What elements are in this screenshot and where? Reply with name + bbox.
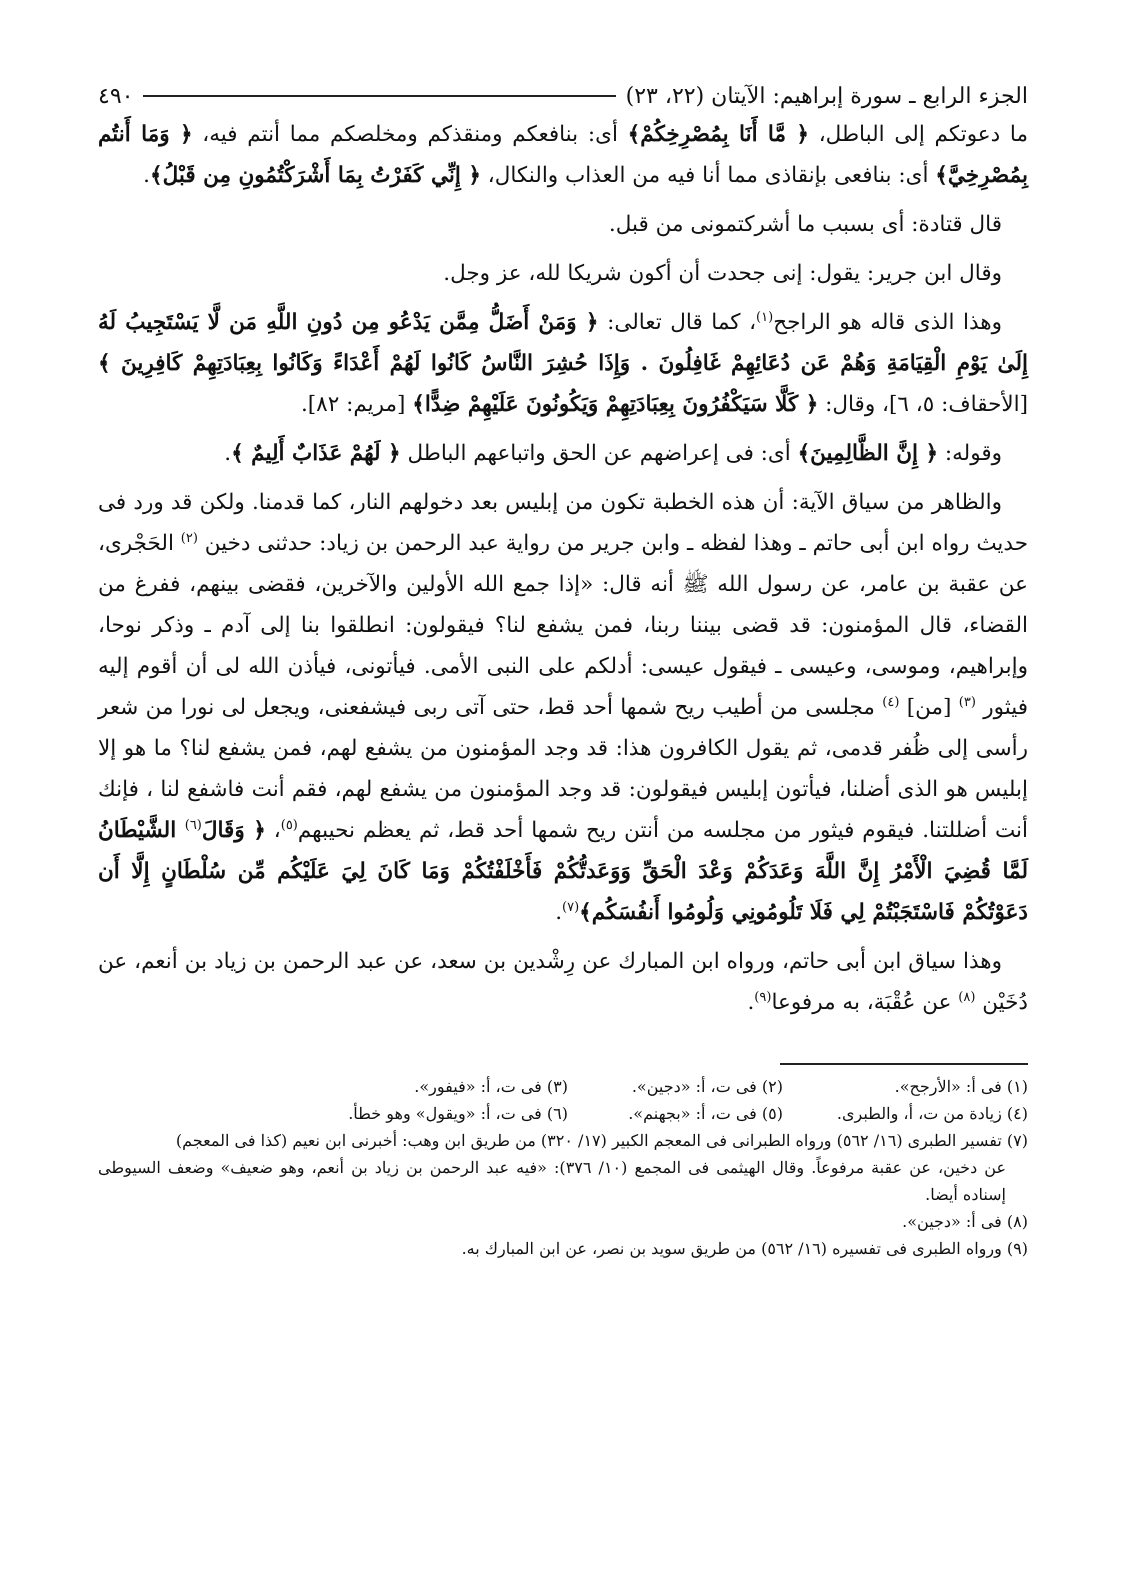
text-run: وهذا سياق ابن أبى حاتم، ورواه ابن المبارك عن رِشْدين بن سعد، عن عبد الرحمن بن زياد بن أنعم، عن دُخَيْن [98, 949, 1028, 1015]
paragraph [98, 482, 1028, 933]
page-number: ٤٩٠ [98, 83, 134, 109]
footnote-marker: (٧) [562, 899, 580, 915]
footnote-marker: (٨) [958, 989, 976, 1005]
text-run: الحَجْرى، عن عقبة بن عامر، عن رسول الله ﷺ أنه قال: «إذا جمع الله الأولين والآخرين، فقضى بينهم، ففرغ من القضاء، قال المؤمنون: قد قضى بيننا ربنا، فمن يشفع لنا؟ فيقولون: انطلقوا بنا إلى آدم ـ وذكر نوحا، وإبراهيم، وموسى، وعيسى ـ فيقول عيسى: أدلكم على النبى الأمى. فيأتونى، فيأذن الله لى أن أقوم إليه فيثور [98, 531, 1029, 720]
text-run: وقوله: [938, 441, 1002, 466]
paragraph [98, 941, 1028, 1023]
header-title: الجزء الرابع ـ سورة إبراهيم: الآيتان (٢٢، ٢٣) [625, 83, 1028, 109]
quran-verse: الشَّيْطَانُ لَمَّا قُضِيَ الْأَمْرُ إِنَّ اللَّهَ وَعَدَكُمْ وَعْدَ الْحَقِّ وَوَعَدتُّكُمْ فَأَخْلَفْتُكُمْ وَمَا كَانَ لِيَ عَلَيْكُم مِّن سُلْطَانٍ إِلَّا أَن دَعَوْتُكُمْ فَاسْتَجَبْتُمْ لِي فَلَا تَلُومُونِي وَلُومُوا أَنفُسَكُم﴾ [98, 818, 1028, 925]
footnote-7: (٧) تفسير الطبرى (١٦/ ٥٦٢) ورواه الطبرانى فى المعجم الكبير (١٧/ ٣٢٠) من طريق ابن وهب: أخبرنى ابن نعيم (كذا فى المعجم) [175, 1131, 1028, 1150]
footnote-marker: (٥) [280, 817, 298, 833]
footnote-marker: (١) [756, 309, 774, 325]
running-header [98, 78, 1028, 114]
text-run: [مريم: ٨٢]. [300, 392, 413, 417]
quran-verse: ﴿ وَقَالَ [201, 818, 266, 843]
text-run: . [143, 163, 150, 188]
text-run: أى: بنافعى بإنقاذى مما أنا فيه من العذاب والنكال، [480, 163, 936, 188]
paragraph [98, 433, 1028, 474]
text-run: عن عُقْبَة، به مرفوعا [771, 990, 959, 1015]
quran-verse: ﴿ وَمَا أَنتُم بِمُصْرِخِيَّ﴾ [98, 122, 1028, 188]
quran-verse: ﴿ مَّا أَنَا بِمُصْرِخِكُمْ﴾ [627, 122, 809, 147]
footnote-marker: (٦) [184, 817, 202, 833]
footnote-7-continued: عن دخين، عن عقبة مرفوعاً. وقال الهيثمى فى المجمع (١٠/ ٣٧٦): «فيه عبد الرحمن بن زياد بن أنعم، وهو ضعيف» وضعف السيوطى إسناده أيضا. [98, 1158, 1007, 1204]
quran-verse: ﴿ وَمَنْ أَضَلُّ مِمَّن يَدْعُو مِن دُونِ اللَّهِ مَن لَّا يَسْتَجِيبُ لَهُ إِلَىٰ يَوْمِ الْقِيَامَةِ وَهُمْ عَن دُعَائِهِمْ غَافِلُونَ . وَإِذَا حُشِرَ النَّاسُ كَانُوا لَهُمْ أَعْدَاءً وَكَانُوا بِعِبَادَتِهِمْ كَافِرِينَ ﴾ [98, 310, 1028, 376]
text-run: أى: فى إعراضهم عن الحق واتباعهم الباطل [400, 441, 798, 466]
text-run: والظاهر من سياق الآية: أن هذه الخطبة تكون من إبليس بعد دخولهم النار، كما قدمنا. ولكن قد ورد فى حديث رواه ابن أبى حاتم ـ وهذا لفظه ـ وابن جرير من رواية عبد الرحمن بن زياد: حدثنى دخين [98, 490, 1028, 556]
footnote-1: (١) فى أ: «الأرجح». [894, 1077, 1028, 1096]
footnote-separator [780, 1063, 1028, 1065]
quran-verse: ﴿ إِنِّي كَفَرْتُ بِمَا أَشْرَكْتُمُونِ مِن قَبْلُ﴾ [149, 163, 481, 188]
text-run: ، [265, 818, 281, 843]
text-run: ، كما قال تعالى: [598, 310, 757, 335]
text-run: . [224, 441, 232, 466]
footnote-marker: (٢) [180, 530, 198, 546]
footnotes [98, 1073, 1028, 1262]
quran-verse: ﴿ لَهُمْ عَذَابٌ أَلِيمٌ ﴾ [231, 441, 401, 466]
footnote-9: (٩) ورواه الطبرى فى تفسيره (١٦/ ٥٦٢) من طريق سويد بن نصر، عن ابن المبارك به. [461, 1239, 1028, 1258]
footnote-8: (٨) فى أ: «دجين». [902, 1212, 1028, 1231]
text-run: . [555, 900, 563, 925]
page [98, 78, 1028, 1508]
footnote-marker: (٤) [882, 694, 900, 710]
footnote-marker: (٩) [754, 989, 772, 1005]
footnote-4: (٤) زيادة من ت، أ، والطبرى. [836, 1104, 1028, 1123]
body-text [98, 114, 1028, 1023]
text-run: وهذا الذى قاله هو الراجح [773, 310, 1002, 335]
text-run: أى: بنافعكم ومنقذكم ومخلصكم مما أنتم فيه، [192, 122, 628, 147]
paragraph [98, 204, 1028, 245]
footnote-3: (٣) فى ت، أ: «فيفور». [414, 1077, 568, 1096]
footnote-2: (٢) فى ت، أ: «دجين». [631, 1077, 783, 1096]
paragraph [98, 114, 1028, 196]
footnote-row-1 [98, 1073, 1028, 1100]
text-run: [الأحقاف: ٥، ٦]، وقال: [818, 392, 1028, 417]
header-rule [143, 95, 615, 97]
footnote-6: (٦) فى ت، أ: «ويقول» وهو خطأ. [348, 1104, 568, 1123]
quran-verse: ﴿ كَلَّا سَيَكْفُرُونَ بِعِبَادَتِهِمْ وَيَكُونُونَ عَلَيْهِمْ ضِدًّا﴾ [412, 392, 819, 417]
text-run: . [747, 990, 755, 1015]
footnote-row-2 [98, 1100, 1028, 1127]
paragraph [98, 253, 1028, 294]
footnote-5: (٥) فى ت، أ: «بجهنم». [628, 1104, 783, 1123]
text-run: [من] [899, 695, 959, 720]
paragraph [98, 302, 1028, 425]
text-run: وقال ابن جرير: يقول: إنى جحدت أن أكون شريكا لله، عز وجل. [443, 261, 1002, 286]
text-run: ما دعوتكم إلى الباطل، [808, 122, 1029, 147]
text-run: قال قتادة: أى بسبب ما أشركتمونى من قبل. [608, 212, 1002, 237]
footnote-marker: (٣) [958, 694, 976, 710]
quran-verse: ﴿ إِنَّ الظَّالِمِينَ﴾ [797, 441, 939, 466]
text-run: مجلسى من أطيب ريح شمها أحد قط، حتى آتى ربى فيشفعنى، ويجعل لى نورا من شعر رأسى إلى ظُفر قدمى، ثم يقول الكافرون هذا: قد وجد المؤمنون من يشفع لهم، فمن يشفع لنا؟ ما هو إلا إبليس هو الذى أضلنا، فيأتون إبليس فيقولون: قد وجد المؤمنون من يشفع لهم، فقم أنت فاشفع لنا ، فإنك أنت أضللتنا. فيقوم فيثور من مجلسه من أنتن ريح شمها أحد قط، ثم يعظم نحيبهم [98, 695, 1029, 843]
